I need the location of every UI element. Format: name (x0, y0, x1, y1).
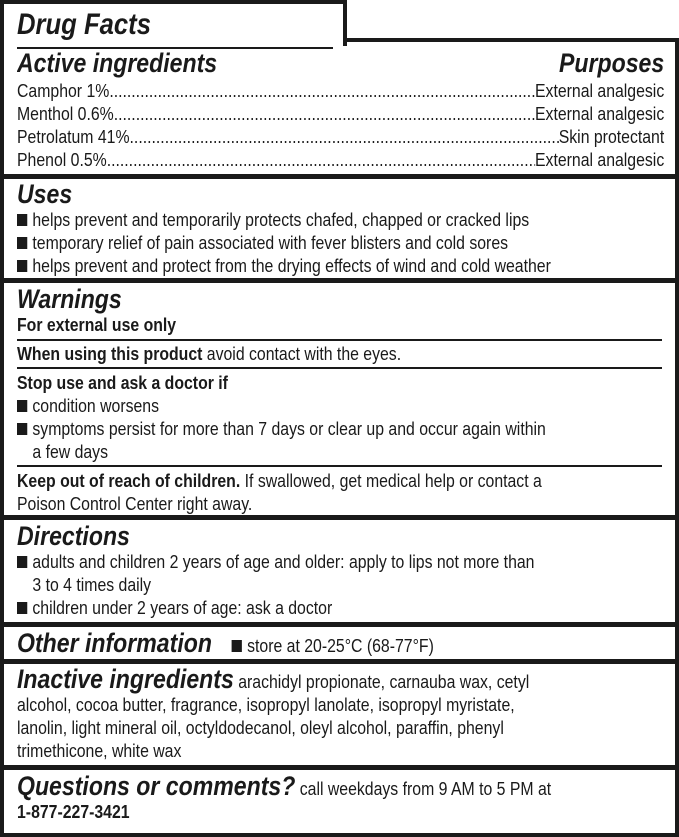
other-information-heading: Other information (17, 628, 212, 658)
list-item-continuation: a few days (32, 441, 109, 462)
ingredient-row (17, 125, 664, 148)
ingredient-purpose: External analgesic (534, 103, 665, 124)
ingredient-name: Menthol 0.6% (17, 103, 114, 124)
inactive-ingredients-text: trimethicone, white wax (17, 740, 182, 761)
section-divider (0, 622, 679, 627)
bullet-icon (17, 260, 27, 272)
inactive-ingredients-heading: Inactive ingredients (17, 664, 234, 694)
stop-use-label: Stop use and ask a doctor if (17, 372, 228, 393)
inactive-ingredients-text: lanolin, light mineral oil, octyldodecanol, oleyl alcohol, paraffin, phenyl (17, 717, 504, 738)
section-divider (0, 659, 679, 664)
uses-heading: Uses (17, 179, 73, 209)
list-item-text: store at 20-25°C (68-77°F) (247, 635, 434, 656)
questions-heading: Questions or comments? (17, 771, 296, 801)
ingredient-purpose: External analgesic (534, 149, 665, 170)
directions-heading: Directions (17, 521, 130, 551)
inactive-ingredients-text: arachidyl propionate, carnauba wax, cetyl (238, 671, 530, 692)
warnings-section (0, 283, 679, 517)
uses-section (0, 179, 679, 279)
list-item-text: symptoms persist for more than 7 days or clear up and occur again within (32, 418, 546, 439)
keep-out-warning (17, 469, 664, 492)
list-item-continuation: 3 to 4 times daily (32, 574, 152, 595)
list-item (232, 635, 434, 656)
bullet-icon (17, 602, 27, 614)
inactive-ingredients-section (0, 664, 679, 766)
list-item (17, 417, 664, 440)
bullet-icon (17, 237, 27, 249)
active-ingredients-heading: Active ingredients (17, 49, 218, 78)
list-item-text: helps prevent and temporarily protects chafed, chapped or cracked lips (32, 209, 530, 230)
ingredient-name: Phenol 0.5% (17, 149, 107, 170)
ingredient-name: Petrolatum 41% (17, 126, 130, 147)
list-item-text: condition worsens (32, 395, 160, 416)
title-underline (17, 47, 333, 49)
thin-divider (17, 339, 662, 341)
list-item (17, 208, 664, 231)
ingredient-purpose: Skin protectant (558, 126, 665, 147)
active-ingredients-section (0, 47, 679, 175)
bullet-icon (17, 214, 27, 226)
thin-divider (17, 465, 662, 467)
title-tab (0, 0, 347, 46)
questions-section (0, 770, 679, 833)
purposes-heading: Purposes (559, 49, 665, 78)
list-item-text: children under 2 years of age: ask a doctor (32, 597, 333, 618)
list-item (17, 550, 664, 573)
section-divider (0, 278, 679, 283)
list-item-text: adults and children 2 years of age and older: apply to lips not more than (32, 551, 535, 572)
list-item (17, 394, 664, 417)
bullet-icon (232, 640, 242, 652)
list-item (17, 596, 664, 619)
list-item-text: helps prevent and protect from the drying effects of wind and cold weather (32, 255, 551, 276)
when-using-label: When using this product (17, 343, 203, 364)
list-item-text: temporary relief of pain associated with fever blisters and cold sores (32, 232, 509, 253)
external-use-warning: For external use only (17, 314, 177, 335)
list-item (17, 254, 664, 277)
phone-number: 1-877-227-3421 (17, 801, 130, 822)
directions-section (0, 520, 679, 623)
ingredient-row (17, 148, 664, 171)
section-divider (0, 174, 679, 179)
ingredient-purpose: External analgesic (534, 80, 665, 101)
bullet-icon (17, 423, 27, 435)
warnings-heading: Warnings (17, 284, 122, 314)
section-divider (0, 515, 679, 520)
questions-text: call weekdays from 9 AM to 5 PM at (299, 778, 552, 799)
ingredient-name: Camphor 1% (17, 80, 110, 101)
keep-out-text-continued: Poison Control Center right away. (17, 493, 253, 514)
page-title: Drug Facts (17, 8, 151, 41)
section-divider (0, 765, 679, 770)
when-using-text: avoid contact with the eyes. (206, 343, 402, 364)
ingredient-row (17, 102, 664, 125)
thin-divider (17, 367, 662, 369)
bullet-icon (17, 400, 27, 412)
keep-out-text: If swallowed, get medical help or contact a (244, 470, 542, 491)
inactive-ingredients-text: alcohol, cocoa butter, fragrance, isopropyl lanolate, isopropyl myristate, (17, 694, 515, 715)
list-item (17, 231, 664, 254)
other-information-section (0, 627, 679, 660)
bullet-icon (17, 556, 27, 568)
ingredient-row (17, 79, 664, 102)
keep-out-label: Keep out of reach of children. (17, 470, 241, 491)
